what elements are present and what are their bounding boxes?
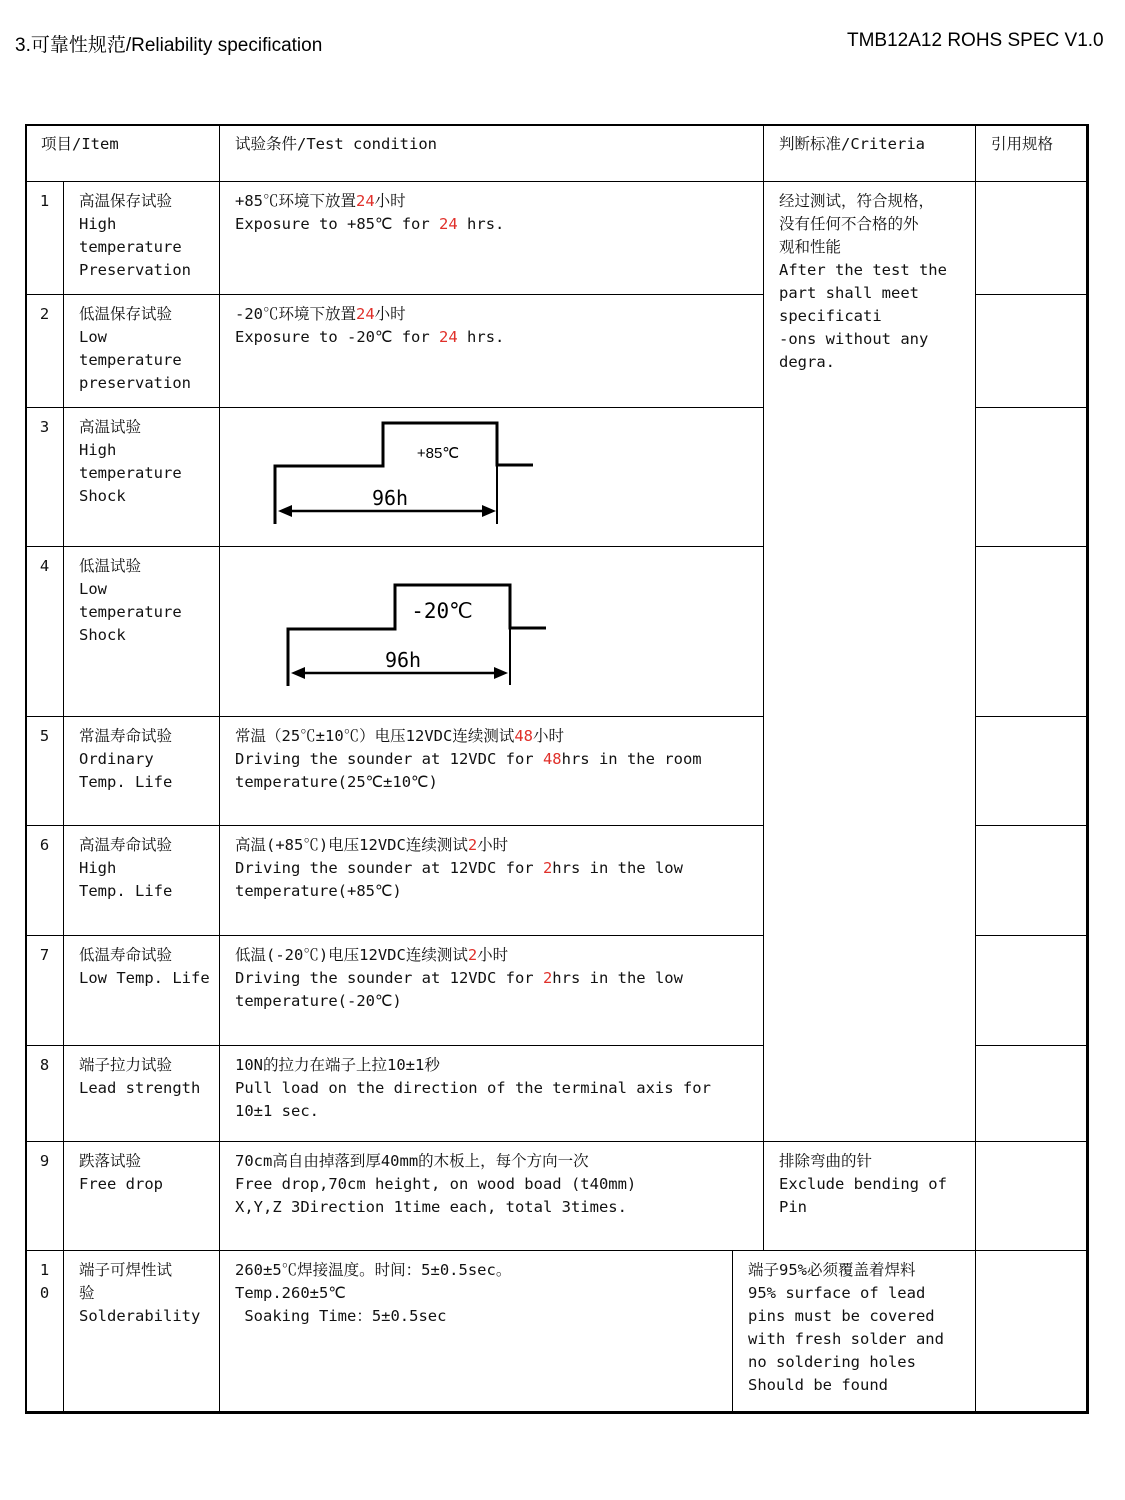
test-condition-line xyxy=(235,1077,763,1100)
test-condition-cell xyxy=(219,1250,733,1414)
test-condition-line xyxy=(235,190,763,213)
test-condition-line xyxy=(235,771,763,794)
item-cell xyxy=(63,546,220,717)
test-condition-line xyxy=(235,1282,732,1305)
item-cell xyxy=(63,825,220,936)
criteria-line: 95% surface of lead xyxy=(748,1284,926,1302)
reference-spec-cell xyxy=(975,1141,1089,1251)
header-criteria-cell xyxy=(763,124,976,182)
item-name-line: 低温保存试验 xyxy=(79,305,173,323)
header-item: 项目/Item xyxy=(41,135,119,153)
test-condition-line xyxy=(235,857,763,880)
row-number: 8 xyxy=(39,1056,50,1074)
item-name-line: 跌落试验 xyxy=(79,1152,142,1170)
condition-text: -20℃环境下放置 xyxy=(235,305,356,323)
criteria-cell-row-10 xyxy=(732,1250,976,1414)
item-name-line: 端子拉力试验 xyxy=(79,1056,173,1074)
row-number-cell xyxy=(25,716,64,826)
item-name-line: Lead strength xyxy=(79,1079,201,1097)
row-number-cell xyxy=(25,1141,64,1251)
test-condition-line xyxy=(235,1054,763,1077)
criteria-line: 观和性能 xyxy=(779,238,842,256)
condition-text: Soaking Time：5±0.5sec xyxy=(235,1307,447,1325)
header-test-condition-cell xyxy=(219,124,764,182)
item-cell xyxy=(63,1141,220,1251)
condition-text: 小时 xyxy=(374,305,406,323)
test-condition-cell xyxy=(219,825,764,936)
header-test-condition: 试验条件/Test condition xyxy=(235,135,437,153)
test-condition-line xyxy=(235,748,763,771)
reference-spec-cell xyxy=(975,825,1089,936)
item-name-line: Low xyxy=(79,580,107,598)
condition-text: temperature(+85℃) xyxy=(235,882,402,900)
highlighted-value: 2 xyxy=(542,859,553,877)
reference-spec-cell xyxy=(975,1250,1089,1414)
test-condition-line xyxy=(235,1150,763,1173)
test-condition-line xyxy=(235,990,763,1013)
reference-spec-cell xyxy=(975,716,1089,826)
criteria-line: -ons without any xyxy=(779,330,929,348)
test-condition-cell xyxy=(219,935,764,1046)
test-condition-line xyxy=(235,1305,732,1328)
criteria-line: specificati xyxy=(779,307,882,325)
item-cell xyxy=(63,294,220,408)
test-condition-cell xyxy=(219,716,764,826)
criteria-line: Pin xyxy=(779,1198,807,1216)
test-condition-cell xyxy=(219,181,764,295)
test-condition-line xyxy=(235,1173,763,1196)
test-condition-line xyxy=(235,1100,763,1123)
test-condition-line xyxy=(235,1196,763,1219)
reference-spec-cell xyxy=(975,935,1089,1046)
row-number: 2 xyxy=(39,305,50,323)
item-cell xyxy=(63,935,220,1046)
row-number: 9 xyxy=(39,1152,50,1170)
condition-text: Exposure to -20℃ for xyxy=(235,328,440,346)
condition-text: 小时 xyxy=(477,836,509,854)
condition-text: Temp.260±5℃ xyxy=(235,1284,346,1302)
row-number-cell xyxy=(25,935,64,1046)
condition-text: hrs in the low xyxy=(552,859,683,877)
condition-text: Driving the sounder at 12VDC for xyxy=(235,859,543,877)
item-name-line: Shock xyxy=(79,626,126,644)
row-number-cell xyxy=(25,825,64,936)
row-number-cell xyxy=(25,1250,64,1414)
item-name-line: High xyxy=(79,215,117,233)
criteria-line: no soldering holes xyxy=(748,1353,916,1371)
criteria-line: After the test the xyxy=(779,261,947,279)
item-cell xyxy=(63,716,220,826)
item-name-line: High xyxy=(79,859,117,877)
high-temp-label: +85℃ xyxy=(416,445,460,462)
row-number-cell xyxy=(25,294,64,408)
reference-spec-cell xyxy=(975,294,1089,408)
criteria-line: part shall meet xyxy=(779,284,919,302)
row-number: 6 xyxy=(39,836,50,854)
condition-text: Driving the sounder at 12VDC for xyxy=(235,969,543,987)
highlighted-value: 48 xyxy=(542,750,562,768)
condition-text: Driving the sounder at 12VDC for xyxy=(235,750,543,768)
criteria-line: Should be found xyxy=(748,1376,888,1394)
condition-text: hrs. xyxy=(457,215,505,233)
test-condition-cell xyxy=(219,294,764,408)
row-number: 7 xyxy=(39,946,50,964)
test-condition-line xyxy=(235,303,763,326)
criteria-cell-rows-1-8 xyxy=(763,181,976,1142)
condition-text: temperature(-20℃) xyxy=(235,992,402,1010)
low-temp-label: -20℃ xyxy=(411,599,473,623)
row-number: 5 xyxy=(39,727,50,745)
condition-text: 10±1 sec. xyxy=(235,1102,319,1120)
condition-text: 小时 xyxy=(533,727,565,745)
condition-text: X,Y,Z 3Direction 1time each, total 3times. xyxy=(235,1198,627,1216)
condition-text: Exposure to +85℃ for xyxy=(235,215,440,233)
condition-text: 小时 xyxy=(374,192,406,210)
condition-text: 常温（25℃±10℃）电压12VDC连续测试 xyxy=(235,727,515,745)
condition-text: 10N的拉力在端子上拉10±1秒 xyxy=(235,1056,440,1074)
condition-text: 260±5℃焊接温度。时间：5±0.5sec。 xyxy=(235,1261,512,1279)
item-name-line: Solderability xyxy=(79,1307,201,1325)
condition-text: temperature(25℃±10℃) xyxy=(235,773,438,791)
item-name-line: 高温试验 xyxy=(79,418,142,436)
item-name-line: temperature xyxy=(79,464,182,482)
item-cell xyxy=(63,1250,220,1414)
highlighted-value: 24 xyxy=(356,192,375,210)
test-condition-line xyxy=(235,213,763,236)
row-number: 1 xyxy=(39,192,50,210)
document-id: TMB12A12 ROHS SPEC V1.0 xyxy=(847,30,1104,51)
test-condition-line xyxy=(235,944,763,967)
criteria-line: with fresh solder and xyxy=(748,1330,944,1348)
item-name-line: 验 xyxy=(79,1284,95,1302)
item-cell xyxy=(63,1045,220,1142)
item-name-line: 低温试验 xyxy=(79,557,142,575)
item-name-line: preservation xyxy=(79,374,191,392)
high-temp-duration-label: 96h xyxy=(371,486,409,510)
highlighted-value: 24 xyxy=(356,305,375,323)
item-name-line: temperature xyxy=(79,603,182,621)
row-number: 1 0 xyxy=(39,1261,50,1302)
row-number: 4 xyxy=(39,557,50,575)
item-name-line: 低温寿命试验 xyxy=(79,946,173,964)
condition-text: 70cm高自由掉落到厚40mm的木板上，每个方向一次 xyxy=(235,1152,589,1170)
item-name-line: High xyxy=(79,441,117,459)
criteria-line: 端子95%必须覆盖着焊料 xyxy=(748,1261,916,1279)
item-name-line: Free drop xyxy=(79,1175,163,1193)
item-name-line: 端子可焊性试 xyxy=(79,1261,173,1279)
diagram-cell xyxy=(219,407,764,547)
highlighted-value: 24 xyxy=(439,215,458,233)
test-condition-line xyxy=(235,880,763,903)
highlighted-value: 2 xyxy=(467,836,478,854)
row-number: 3 xyxy=(39,418,50,436)
row-number-cell xyxy=(25,546,64,717)
condition-text: 低温(-20℃)电压12VDC连续测试 xyxy=(235,946,468,964)
item-name-line: Preservation xyxy=(79,261,191,279)
header-reference-spec-cell xyxy=(975,124,1089,182)
test-condition-line xyxy=(235,326,763,349)
test-condition-line xyxy=(235,967,763,990)
item-name-line: Shock xyxy=(79,487,126,505)
item-name-line: Low xyxy=(79,328,107,346)
criteria-cell-row-9 xyxy=(763,1141,976,1251)
criteria-line: pins must be covered xyxy=(748,1307,935,1325)
row-number-cell xyxy=(25,407,64,547)
condition-text: Pull load on the direction of the terminal axis for xyxy=(235,1079,711,1097)
header-item-cell xyxy=(25,124,220,182)
test-condition-line xyxy=(235,1259,732,1282)
section-title: 3.可靠性规范/Reliability specification xyxy=(15,35,323,56)
reference-spec-cell xyxy=(975,181,1089,295)
highlighted-value: 24 xyxy=(439,328,458,346)
reference-spec-cell xyxy=(975,407,1089,547)
item-name-line: 高温保存试验 xyxy=(79,192,173,210)
condition-text: Free drop,70cm height, on wood boad (t40mm) xyxy=(235,1175,637,1193)
item-name-line: 高温寿命试验 xyxy=(79,836,173,854)
highlighted-value: 2 xyxy=(542,969,553,987)
criteria-line: Exclude bending of xyxy=(779,1175,947,1193)
item-name-line: Temp. Life xyxy=(79,882,173,900)
test-condition-cell xyxy=(219,1141,764,1251)
condition-text: +85℃环境下放置 xyxy=(235,192,356,210)
item-name-line: temperature xyxy=(79,238,182,256)
row-number-cell xyxy=(25,181,64,295)
highlighted-value: 48 xyxy=(514,727,533,745)
header-reference-spec: 引用规格 xyxy=(991,135,1054,153)
test-condition-cell xyxy=(219,1045,764,1142)
highlighted-value: 2 xyxy=(467,946,478,964)
criteria-line: 排除弯曲的针 xyxy=(779,1152,873,1170)
item-cell xyxy=(63,181,220,295)
test-condition-line xyxy=(235,834,763,857)
reference-spec-cell xyxy=(975,1045,1089,1142)
condition-text: hrs. xyxy=(457,328,505,346)
reference-spec-cell xyxy=(975,546,1089,717)
criteria-line: 没有任何不合格的外 xyxy=(779,215,919,233)
condition-text: hrs in the low xyxy=(552,969,683,987)
criteria-line: degra. xyxy=(779,353,835,371)
low-temp-duration-label: 96h xyxy=(384,648,422,672)
row-number-cell xyxy=(25,1045,64,1142)
header-criteria: 判断标准/Criteria xyxy=(779,135,925,153)
test-condition-line xyxy=(235,725,763,748)
item-name-line: temperature xyxy=(79,351,182,369)
item-name-line: Temp. Life xyxy=(79,773,173,791)
item-name-line: Low Temp. Life xyxy=(79,969,210,987)
condition-text: 高温(+85℃)电压12VDC连续测试 xyxy=(235,836,468,854)
criteria-line: 经过测试，符合规格， xyxy=(779,192,935,210)
item-cell xyxy=(63,407,220,547)
item-name-line: Ordinary xyxy=(79,750,154,768)
item-name-line: 常温寿命试验 xyxy=(79,727,173,745)
condition-text: hrs in the room xyxy=(561,750,702,768)
condition-text: 小时 xyxy=(477,946,509,964)
diagram-cell xyxy=(219,546,764,717)
